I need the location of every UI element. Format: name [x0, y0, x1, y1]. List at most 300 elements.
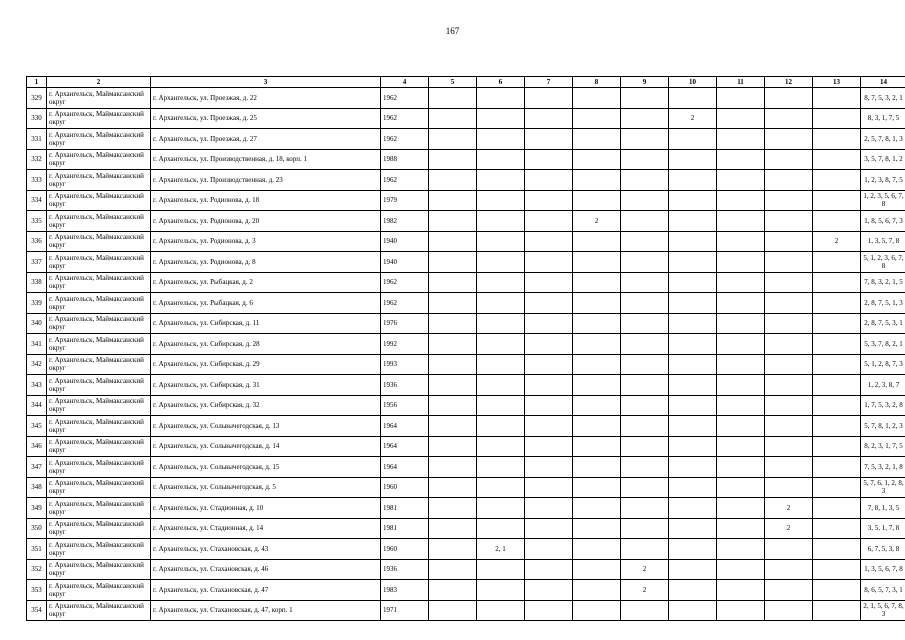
- column-header-5: 5: [429, 77, 477, 88]
- district-cell: г. Архангельск, Маймаксанский округ: [47, 231, 151, 252]
- col5-cell: [429, 498, 477, 519]
- col6-cell: [477, 170, 525, 191]
- col7-cell: [525, 170, 573, 191]
- col10-cell: [669, 498, 717, 519]
- col6-cell: [477, 477, 525, 498]
- address-cell: г. Архангельск, ул. Сибирская, д. 28: [151, 334, 381, 355]
- col7-cell: [525, 477, 573, 498]
- column-header-1: 1: [27, 77, 47, 88]
- col9-cell: [621, 498, 669, 519]
- year-cell: 1962: [381, 129, 429, 150]
- col12-cell: [765, 436, 813, 457]
- address-cell: г. Архангельск, ул. Сольвычегодская, д. 5: [151, 477, 381, 498]
- col10-cell: [669, 313, 717, 334]
- col9-cell: [621, 518, 669, 539]
- col13-cell: [813, 559, 861, 580]
- col7-cell: [525, 252, 573, 273]
- row-number: 333: [27, 170, 47, 191]
- col12-cell: [765, 88, 813, 109]
- col14-cell: 8, 3, 1, 7, 5: [861, 108, 905, 129]
- address-cell: г. Архангельск, ул. Сольвычегодская, д. 14: [151, 436, 381, 457]
- col8-cell: [573, 190, 621, 211]
- col6-cell: [477, 88, 525, 109]
- col10-cell: [669, 436, 717, 457]
- col6-cell: [477, 272, 525, 293]
- col9-cell: [621, 436, 669, 457]
- table-row: [27, 395, 905, 416]
- table-row: [27, 539, 905, 560]
- col6-cell: [477, 518, 525, 539]
- col12-cell: [765, 354, 813, 375]
- col5-cell: [429, 477, 477, 498]
- col13-cell: 2: [813, 231, 861, 252]
- table-row: [27, 129, 905, 150]
- col5-cell: [429, 559, 477, 580]
- col10-cell: [669, 518, 717, 539]
- col12-cell: [765, 539, 813, 560]
- col8-cell: [573, 600, 621, 621]
- col11-cell: [717, 129, 765, 150]
- col11-cell: [717, 313, 765, 334]
- address-cell: г. Архангельск, ул. Проезжая, д. 22: [151, 88, 381, 109]
- col5-cell: [429, 170, 477, 191]
- col13-cell: [813, 272, 861, 293]
- district-cell: г. Архангельск, Маймаксанский округ: [47, 600, 151, 621]
- col12-cell: [765, 190, 813, 211]
- table-row: [27, 272, 905, 293]
- col10-cell: [669, 580, 717, 601]
- table-row: [27, 498, 905, 519]
- col12-cell: [765, 559, 813, 580]
- col11-cell: [717, 375, 765, 396]
- col6-cell: [477, 231, 525, 252]
- address-cell: г. Архангельск, ул. Родионова, д. 20: [151, 211, 381, 232]
- col5-cell: [429, 334, 477, 355]
- col11-cell: [717, 539, 765, 560]
- year-cell: 1983: [381, 580, 429, 601]
- row-number: 340: [27, 313, 47, 334]
- col10-cell: [669, 272, 717, 293]
- col14-cell: 1, 3, 5, 6, 7, 8: [861, 559, 905, 580]
- col11-cell: [717, 518, 765, 539]
- table-row: [27, 436, 905, 457]
- col13-cell: [813, 436, 861, 457]
- col10-cell: [669, 211, 717, 232]
- col6-cell: [477, 293, 525, 314]
- col10-cell: [669, 190, 717, 211]
- col9-cell: 2: [621, 559, 669, 580]
- col6-cell: [477, 334, 525, 355]
- year-cell: 1982: [381, 211, 429, 232]
- district-cell: г. Архангельск, Маймаксанский округ: [47, 149, 151, 170]
- year-cell: 1960: [381, 539, 429, 560]
- district-cell: г. Архангельск, Маймаксанский округ: [47, 518, 151, 539]
- housing-register-table: [26, 76, 905, 621]
- col10-cell: [669, 477, 717, 498]
- column-header-2: 2: [47, 77, 151, 88]
- col7-cell: [525, 498, 573, 519]
- col13-cell: [813, 334, 861, 355]
- col6-cell: [477, 149, 525, 170]
- row-number: 350: [27, 518, 47, 539]
- col13-cell: [813, 129, 861, 150]
- col6-cell: [477, 600, 525, 621]
- col14-cell: 8, 7, 5, 3, 2, 1: [861, 88, 905, 109]
- address-cell: г. Архангельск, ул. Сольвычегодская, д. 13: [151, 416, 381, 437]
- col13-cell: [813, 498, 861, 519]
- col6-cell: [477, 580, 525, 601]
- table-row: [27, 190, 905, 211]
- col12-cell: 2: [765, 518, 813, 539]
- col9-cell: [621, 375, 669, 396]
- col14-cell: 2, 8, 7, 5, 1, 3: [861, 293, 905, 314]
- col5-cell: [429, 272, 477, 293]
- col5-cell: [429, 88, 477, 109]
- col8-cell: [573, 129, 621, 150]
- col13-cell: [813, 354, 861, 375]
- col10-cell: [669, 293, 717, 314]
- col6-cell: [477, 252, 525, 273]
- col14-cell: 5, 1, 2, 3, 6, 7, 8: [861, 252, 905, 273]
- district-cell: г. Архангельск, Маймаксанский округ: [47, 190, 151, 211]
- col7-cell: [525, 457, 573, 478]
- col9-cell: [621, 457, 669, 478]
- col6-cell: [477, 498, 525, 519]
- year-cell: 1988: [381, 149, 429, 170]
- col13-cell: [813, 149, 861, 170]
- col6-cell: [477, 313, 525, 334]
- col7-cell: [525, 149, 573, 170]
- col8-cell: [573, 498, 621, 519]
- col7-cell: [525, 129, 573, 150]
- col13-cell: [813, 170, 861, 191]
- col12-cell: [765, 108, 813, 129]
- district-cell: г. Архангельск, Маймаксанский округ: [47, 559, 151, 580]
- col9-cell: [621, 170, 669, 191]
- table-row: [27, 518, 905, 539]
- address-cell: г. Архангельск, ул. Производственная, д. 18, корп. 1: [151, 149, 381, 170]
- col14-cell: 7, 8, 1, 3, 5: [861, 498, 905, 519]
- col11-cell: [717, 416, 765, 437]
- col11-cell: [717, 436, 765, 457]
- row-number: 335: [27, 211, 47, 232]
- col5-cell: [429, 600, 477, 621]
- col5-cell: [429, 190, 477, 211]
- district-cell: г. Архангельск, Маймаксанский округ: [47, 334, 151, 355]
- col11-cell: [717, 108, 765, 129]
- col9-cell: [621, 416, 669, 437]
- col10-cell: [669, 334, 717, 355]
- address-cell: г. Архангельск, ул. Родионова, д. 3: [151, 231, 381, 252]
- col12-cell: [765, 231, 813, 252]
- district-cell: г. Архангельск, Маймаксанский округ: [47, 375, 151, 396]
- col13-cell: [813, 477, 861, 498]
- col5-cell: [429, 518, 477, 539]
- col7-cell: [525, 231, 573, 252]
- col10-cell: [669, 88, 717, 109]
- col10-cell: [669, 395, 717, 416]
- col10-cell: [669, 375, 717, 396]
- col9-cell: [621, 252, 669, 273]
- col5-cell: [429, 231, 477, 252]
- col8-cell: [573, 539, 621, 560]
- col7-cell: [525, 354, 573, 375]
- col10-cell: [669, 457, 717, 478]
- col11-cell: [717, 334, 765, 355]
- col11-cell: [717, 293, 765, 314]
- col14-cell: 2, 8, 7, 5, 3, 1: [861, 313, 905, 334]
- col13-cell: [813, 580, 861, 601]
- address-cell: г. Архангельск, ул. Стахановская, д. 43: [151, 539, 381, 560]
- col14-cell: 3, 5, 1, 7, 8: [861, 518, 905, 539]
- col14-cell: 5, 7, 8, 1, 2, 3: [861, 416, 905, 437]
- col5-cell: [429, 436, 477, 457]
- address-cell: г. Архангельск, ул. Сибирская, д. 32: [151, 395, 381, 416]
- col9-cell: [621, 149, 669, 170]
- col7-cell: [525, 436, 573, 457]
- col14-cell: 6, 7, 5, 3, 8: [861, 539, 905, 560]
- row-number: 337: [27, 252, 47, 273]
- table-row: [27, 600, 905, 621]
- col9-cell: [621, 211, 669, 232]
- column-header-7: 7: [525, 77, 573, 88]
- address-cell: г. Архангельск, ул. Сибирская, д. 31: [151, 375, 381, 396]
- district-cell: г. Архангельск, Маймаксанский округ: [47, 539, 151, 560]
- district-cell: г. Архангельск, Маймаксанский округ: [47, 293, 151, 314]
- table-row: [27, 211, 905, 232]
- col9-cell: [621, 88, 669, 109]
- year-cell: 1940: [381, 252, 429, 273]
- col6-cell: [477, 375, 525, 396]
- row-number: 341: [27, 334, 47, 355]
- col6-cell: 2, 1: [477, 539, 525, 560]
- col8-cell: [573, 436, 621, 457]
- col7-cell: [525, 272, 573, 293]
- year-cell: 1960: [381, 477, 429, 498]
- col9-cell: [621, 477, 669, 498]
- address-cell: г. Архангельск, ул. Стадионная, д. 14: [151, 518, 381, 539]
- col7-cell: [525, 313, 573, 334]
- year-cell: 1962: [381, 88, 429, 109]
- col12-cell: [765, 457, 813, 478]
- col11-cell: [717, 600, 765, 621]
- district-cell: г. Архангельск, Маймаксанский округ: [47, 170, 151, 191]
- year-cell: 1956: [381, 395, 429, 416]
- col12-cell: [765, 416, 813, 437]
- row-number: 334: [27, 190, 47, 211]
- col9-cell: [621, 313, 669, 334]
- col5-cell: [429, 293, 477, 314]
- district-cell: г. Архангельск, Маймаксанский округ: [47, 129, 151, 150]
- table-row: [27, 416, 905, 437]
- col8-cell: [573, 477, 621, 498]
- col13-cell: [813, 211, 861, 232]
- row-number: 354: [27, 600, 47, 621]
- row-number: 349: [27, 498, 47, 519]
- col12-cell: [765, 334, 813, 355]
- col6-cell: [477, 395, 525, 416]
- col10-cell: [669, 231, 717, 252]
- row-number: 339: [27, 293, 47, 314]
- col7-cell: [525, 600, 573, 621]
- col13-cell: [813, 600, 861, 621]
- table-row: [27, 477, 905, 498]
- table-row: [27, 252, 905, 273]
- district-cell: г. Архангельск, Маймаксанский округ: [47, 211, 151, 232]
- col10-cell: [669, 252, 717, 273]
- column-header-12: 12: [765, 77, 813, 88]
- column-header-4: 4: [381, 77, 429, 88]
- col11-cell: [717, 170, 765, 191]
- table-row: [27, 457, 905, 478]
- col12-cell: [765, 129, 813, 150]
- col10-cell: [669, 354, 717, 375]
- year-cell: 1962: [381, 293, 429, 314]
- col9-cell: [621, 334, 669, 355]
- col11-cell: [717, 354, 765, 375]
- col13-cell: [813, 108, 861, 129]
- table-row: [27, 88, 905, 109]
- col8-cell: [573, 88, 621, 109]
- year-cell: 1992: [381, 334, 429, 355]
- district-cell: г. Архангельск, Маймаксанский округ: [47, 272, 151, 293]
- address-cell: г. Архангельск, ул. Проезжая, д. 25: [151, 108, 381, 129]
- col8-cell: [573, 108, 621, 129]
- table-row: [27, 559, 905, 580]
- col11-cell: [717, 580, 765, 601]
- col8-cell: [573, 518, 621, 539]
- col7-cell: [525, 293, 573, 314]
- col13-cell: [813, 539, 861, 560]
- table-row: [27, 149, 905, 170]
- col14-cell: 2, 1, 5, 6, 7, 8, 3: [861, 600, 905, 621]
- row-number: 329: [27, 88, 47, 109]
- row-number: 344: [27, 395, 47, 416]
- col6-cell: [477, 129, 525, 150]
- col5-cell: [429, 354, 477, 375]
- address-cell: г. Архангельск, ул. Сибирская, д. 29: [151, 354, 381, 375]
- table-row: [27, 313, 905, 334]
- col7-cell: [525, 108, 573, 129]
- district-cell: г. Архангельск, Маймаксанский округ: [47, 395, 151, 416]
- col7-cell: [525, 559, 573, 580]
- col12-cell: [765, 170, 813, 191]
- row-number: 345: [27, 416, 47, 437]
- column-header-14: 14: [861, 77, 905, 88]
- address-cell: г. Архангельск, ул. Стахановская, д. 47: [151, 580, 381, 601]
- col12-cell: [765, 252, 813, 273]
- year-cell: 1936: [381, 375, 429, 396]
- col8-cell: [573, 293, 621, 314]
- column-header-8: 8: [573, 77, 621, 88]
- col10-cell: 2: [669, 108, 717, 129]
- col8-cell: [573, 252, 621, 273]
- col14-cell: 5, 7, 6, 1, 2, 8, 3: [861, 477, 905, 498]
- col14-cell: 1, 8, 5, 6, 7, 3: [861, 211, 905, 232]
- col14-cell: 1, 2, 3, 8, 7, 5: [861, 170, 905, 191]
- col10-cell: [669, 416, 717, 437]
- col14-cell: 8, 2, 3, 1, 7, 5: [861, 436, 905, 457]
- col8-cell: [573, 457, 621, 478]
- col5-cell: [429, 416, 477, 437]
- col10-cell: [669, 129, 717, 150]
- table-header: [27, 77, 905, 88]
- column-header-3: 3: [151, 77, 381, 88]
- col10-cell: [669, 559, 717, 580]
- header-row: [27, 77, 905, 88]
- col10-cell: [669, 600, 717, 621]
- col13-cell: [813, 416, 861, 437]
- col12-cell: [765, 580, 813, 601]
- row-number: 346: [27, 436, 47, 457]
- col14-cell: 1, 2, 3, 5, 6, 7, 8: [861, 190, 905, 211]
- row-number: 351: [27, 539, 47, 560]
- col7-cell: [525, 88, 573, 109]
- col9-cell: [621, 129, 669, 150]
- row-number: 336: [27, 231, 47, 252]
- col11-cell: [717, 252, 765, 273]
- col7-cell: [525, 395, 573, 416]
- row-number: 347: [27, 457, 47, 478]
- page-number: 167: [445, 26, 460, 36]
- col5-cell: [429, 313, 477, 334]
- address-cell: г. Архангельск, ул. Рыбацкая, д. 6: [151, 293, 381, 314]
- year-cell: 1940: [381, 231, 429, 252]
- address-cell: г. Архангельск, ул. Стадионная, д. 10: [151, 498, 381, 519]
- address-cell: г. Архангельск, ул. Сольвычегодская, д. 15: [151, 457, 381, 478]
- address-cell: г. Архангельск, ул. Родионова, д. 18: [151, 190, 381, 211]
- col5-cell: [429, 375, 477, 396]
- year-cell: 1981: [381, 498, 429, 519]
- col7-cell: [525, 518, 573, 539]
- address-cell: г. Архангельск, ул. Сибирская, д. 11: [151, 313, 381, 334]
- col9-cell: 2: [621, 580, 669, 601]
- column-header-13: 13: [813, 77, 861, 88]
- row-number: 332: [27, 149, 47, 170]
- col11-cell: [717, 190, 765, 211]
- column-header-11: 11: [717, 77, 765, 88]
- col9-cell: [621, 231, 669, 252]
- col14-cell: 7, 5, 3, 2, 1, 8: [861, 457, 905, 478]
- col5-cell: [429, 149, 477, 170]
- district-cell: г. Архангельск, Маймаксанский округ: [47, 416, 151, 437]
- year-cell: 1964: [381, 436, 429, 457]
- col12-cell: [765, 211, 813, 232]
- col11-cell: [717, 88, 765, 109]
- col12-cell: [765, 313, 813, 334]
- year-cell: 1964: [381, 457, 429, 478]
- district-cell: г. Архангельск, Маймаксанский округ: [47, 498, 151, 519]
- col12-cell: [765, 395, 813, 416]
- col11-cell: [717, 272, 765, 293]
- year-cell: 1993: [381, 354, 429, 375]
- year-cell: 1976: [381, 313, 429, 334]
- column-header-10: 10: [669, 77, 717, 88]
- col6-cell: [477, 559, 525, 580]
- col13-cell: [813, 190, 861, 211]
- address-cell: г. Архангельск, ул. Родионова, д. 8: [151, 252, 381, 273]
- col11-cell: [717, 559, 765, 580]
- table-row: [27, 580, 905, 601]
- col9-cell: [621, 600, 669, 621]
- col8-cell: [573, 149, 621, 170]
- col6-cell: [477, 190, 525, 211]
- address-cell: г. Архангельск, ул. Проезжая, д. 27: [151, 129, 381, 150]
- col5-cell: [429, 395, 477, 416]
- col9-cell: [621, 190, 669, 211]
- year-cell: 1962: [381, 272, 429, 293]
- col5-cell: [429, 252, 477, 273]
